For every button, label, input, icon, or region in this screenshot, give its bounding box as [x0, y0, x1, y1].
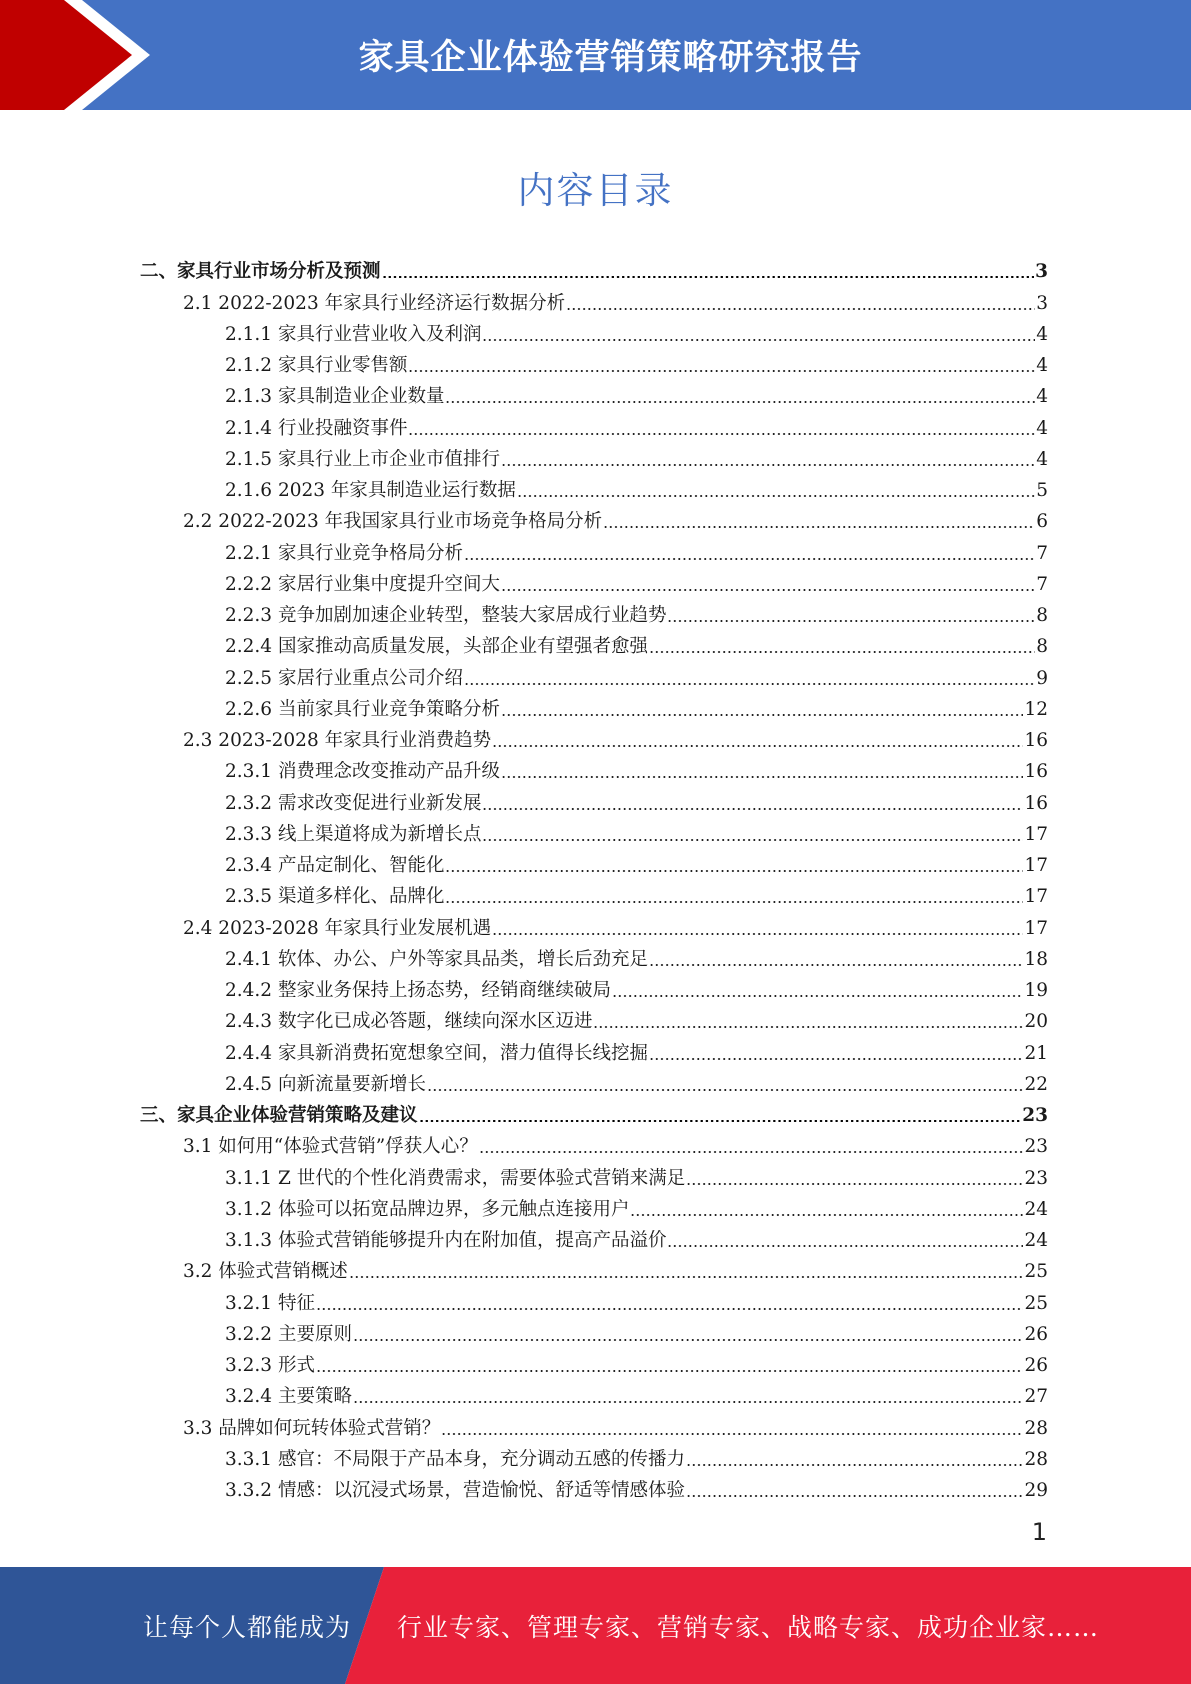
toc-entry-page: 23: [1022, 1105, 1048, 1126]
toc-entry-page: 23: [1024, 1136, 1048, 1158]
toc-entry-label: 2.4.3 数字化已成必答题，继续向深水区迈进: [225, 1011, 593, 1033]
toc-subsection-entry[interactable]: [140, 941, 1048, 972]
toc-entry-page: 19: [1024, 980, 1048, 1001]
toc-dot-leader: [649, 1047, 1023, 1061]
toc-section-entry[interactable]: [140, 503, 1048, 534]
toc-heading: 内容目录: [517, 169, 674, 212]
toc-entry-page: 23: [1024, 1167, 1048, 1189]
toc-dot-leader: [686, 1484, 1023, 1498]
toc-entry-page: 20: [1024, 1011, 1048, 1033]
toc-entry-page: 4: [1036, 417, 1048, 439]
toc-dot-leader: [445, 859, 1023, 873]
footer-slogan-left: 让每个人都能成为: [143, 1612, 352, 1642]
toc-subsection-entry[interactable]: [140, 1347, 1048, 1378]
toc-entry-label: 3.2.3 形式: [225, 1355, 315, 1376]
toc-dot-leader: [593, 1015, 1023, 1029]
toc-entry-label: 2.2.4 国家推动高质量发展，头部企业有望强者愈强: [225, 636, 648, 658]
toc-dot-leader: [492, 734, 1023, 748]
toc-dot-leader: [445, 890, 1023, 904]
toc-entry-label: 2.4.5 向新流量要新增长: [225, 1073, 426, 1095]
toc-entry-label: 2.1.1 家具行业营业收入及利润: [225, 323, 482, 345]
toc-dot-leader: [667, 609, 1035, 623]
toc-entry-page: 21: [1024, 1042, 1048, 1064]
toc-subsection-entry[interactable]: [140, 1222, 1048, 1253]
toc-dot-leader: [501, 578, 1035, 592]
toc-section-entry[interactable]: [140, 284, 1048, 315]
toc-subsection-entry[interactable]: [140, 566, 1048, 597]
toc-dot-leader: [349, 1265, 1024, 1279]
toc-subsection-entry[interactable]: [140, 784, 1048, 815]
toc-entry-label: 2.4.4 家具新消费拓宽想象空间，潜力值得长线挖掘: [225, 1042, 648, 1064]
toc-entry-page: 26: [1024, 1355, 1048, 1376]
page-number: 1: [1031, 1518, 1047, 1546]
toc-dot-leader: [479, 1140, 1024, 1154]
toc-entry-page: 8: [1036, 636, 1048, 658]
toc-entry-page: 16: [1024, 730, 1048, 751]
toc-subsection-entry[interactable]: [140, 847, 1048, 878]
toc-dot-leader: [382, 265, 1035, 279]
toc-subsection-entry[interactable]: [140, 316, 1048, 347]
toc-entry-label: 2.1.6 2023 年家具制造业运行数据: [225, 480, 516, 501]
toc-entry-label: 2.4.2 整家业务保持上扬态势，经销商继续破局: [225, 980, 611, 1001]
toc-entry-label: 3.3.2 情感：以沉浸式场景，营造愉悦、舒适等情感体验: [225, 1480, 685, 1501]
toc-subsection-entry[interactable]: [140, 1066, 1048, 1097]
toc-entry-label: 3.2.4 主要策略: [225, 1386, 352, 1408]
toc-entry-page: 17: [1024, 917, 1048, 939]
toc-dot-leader: [501, 765, 1023, 779]
toc-entry-page: 12: [1024, 698, 1048, 720]
toc-entry-label: 2.3.3 线上渠道将成为新增长点: [225, 823, 482, 845]
toc-subsection-entry[interactable]: [140, 1284, 1048, 1315]
toc-entry-page: 7: [1036, 573, 1048, 595]
toc-subsection-entry[interactable]: [140, 1034, 1048, 1065]
toc-subsection-entry[interactable]: [140, 878, 1048, 909]
toc-dot-leader: [464, 547, 1035, 561]
toc-subsection-entry[interactable]: [140, 628, 1048, 659]
toc-entry-label: 2.1.4 行业投融资事件: [225, 417, 408, 439]
toc-dot-leader: [464, 672, 1035, 686]
toc-dot-leader: [566, 297, 1035, 311]
toc-dot-leader: [501, 453, 1035, 467]
report-title: 家具企业体验营销策略研究报告: [358, 38, 863, 78]
toc-entry-page: 8: [1036, 605, 1048, 626]
toc-entry-label: 2.3 2023-2028 年家具行业消费趋势: [183, 730, 492, 751]
report-header: [0, 0, 1191, 110]
toc-dot-leader: [419, 1109, 1022, 1123]
toc-dot-leader: [603, 515, 1035, 529]
toc-entry-label: 2.3.2 需求改变促进行业新发展: [225, 792, 482, 814]
toc-entry-label: 三、家具企业体验营销策略及建议: [140, 1105, 418, 1126]
toc-entry-label: 2.2.1 家具行业竞争格局分析: [225, 542, 463, 564]
toc-entry-page: 17: [1024, 823, 1048, 845]
toc-entry-label: 2.2.6 当前家具行业竞争策略分析: [225, 698, 500, 720]
toc-entry-page: 17: [1024, 855, 1048, 876]
toc-entry-page: 5: [1036, 480, 1048, 501]
toc-subsection-entry[interactable]: [140, 534, 1048, 565]
toc-section-entry[interactable]: [140, 1128, 1048, 1159]
toc-dot-leader: [667, 1234, 1023, 1248]
toc-entry-page: 7: [1036, 542, 1048, 564]
toc-subsection-entry[interactable]: [140, 1472, 1048, 1503]
toc-section-entry[interactable]: [140, 1253, 1048, 1284]
toc-entry-page: 28: [1024, 1417, 1048, 1439]
toc-entry-label: 2.2 2022-2023 年我国家具行业市场竞争格局分析: [183, 511, 603, 533]
footer-slogan-right: 行业专家、管理专家、营销专家、战略专家、成功企业家……: [397, 1612, 1100, 1642]
toc-entry-label: 3.2 体验式营销概述: [183, 1261, 348, 1283]
toc-subsection-entry[interactable]: [140, 1191, 1048, 1222]
toc-entry-page: 3: [1035, 261, 1048, 283]
toc-entry-label: 2.4 2023-2028 年家具行业发展机遇: [183, 917, 492, 939]
toc-entry-page: 28: [1024, 1448, 1048, 1470]
toc-entry-page: 4: [1036, 448, 1048, 470]
toc-entry-label: 2.3.5 渠道多样化、品牌化: [225, 886, 445, 908]
toc-entry-label: 3.3.1 感官：不局限于产品本身，充分调动五感的传播力: [225, 1448, 685, 1470]
toc-dot-leader: [353, 1328, 1024, 1342]
toc-entry-label: 2.1.3 家具制造业企业数量: [225, 386, 445, 408]
toc-dot-leader: [649, 953, 1023, 967]
toc-entry-page: 22: [1024, 1073, 1048, 1095]
toc-entry-label: 3.3 品牌如何玩转体验式营销？: [183, 1417, 441, 1439]
toc-dot-leader: [686, 1453, 1023, 1467]
toc-dot-leader: [501, 703, 1023, 717]
toc-entry-page: 16: [1024, 761, 1048, 783]
toc-entry-label: 3.1 如何用“体验式营销”俘获人心？: [183, 1136, 478, 1158]
toc-entry-label: 2.4.1 软体、办公、户外等家具品类，增长后劲充足: [225, 948, 648, 970]
toc-subsection-entry[interactable]: [140, 472, 1048, 503]
toc-entry-label: 2.2.3 竞争加剧加速企业转型，整装大家居成行业趋势: [225, 605, 667, 626]
table-of-contents: [140, 253, 1048, 1503]
toc-dot-leader: [482, 797, 1023, 811]
toc-entry-page: 26: [1024, 1323, 1048, 1345]
toc-entry-page: 25: [1024, 1261, 1048, 1283]
toc-entry-label: 3.2.1 特征: [225, 1292, 315, 1314]
toc-entry-page: 29: [1024, 1480, 1048, 1501]
toc-entry-label: 2.1.2 家具行业零售额: [225, 355, 408, 376]
toc-dot-leader: [427, 1078, 1023, 1092]
toc-entry-page: 6: [1036, 511, 1048, 533]
toc-dot-leader: [445, 390, 1035, 404]
report-footer: [0, 1567, 1191, 1684]
toc-entry-label: 二、家具行业市场分析及预测: [140, 261, 381, 283]
toc-subsection-entry[interactable]: [140, 1003, 1048, 1034]
toc-dot-leader: [612, 984, 1023, 998]
toc-chapter-entry[interactable]: [140, 1097, 1048, 1128]
toc-subsection-entry[interactable]: [140, 659, 1048, 690]
toc-subsection-entry[interactable]: [140, 597, 1048, 628]
toc-subsection-entry[interactable]: [140, 409, 1048, 440]
toc-dot-leader: [517, 484, 1035, 498]
toc-dot-leader: [649, 640, 1035, 654]
toc-subsection-entry[interactable]: [140, 753, 1048, 784]
toc-dot-leader: [408, 359, 1035, 373]
toc-entry-page: 4: [1036, 323, 1048, 345]
toc-entry-label: 3.1.2 体验可以拓宽品牌边界，多元触点连接用户: [225, 1198, 630, 1220]
toc-entry-page: 16: [1024, 792, 1048, 814]
toc-dot-leader: [492, 922, 1023, 936]
toc-subsection-entry[interactable]: [140, 691, 1048, 722]
toc-entry-page: 27: [1024, 1386, 1048, 1408]
toc-dot-leader: [408, 422, 1035, 436]
toc-subsection-entry[interactable]: [140, 1159, 1048, 1190]
toc-entry-label: 3.1.3 体验式营销能够提升内在附加值，提高产品溢价: [225, 1230, 667, 1251]
toc-section-entry[interactable]: [140, 722, 1048, 753]
toc-entry-label: 3.1.1 Z 世代的个性化消费需求，需要体验式营销来满足: [225, 1167, 686, 1189]
toc-entry-page: 4: [1036, 355, 1048, 376]
toc-subsection-entry[interactable]: [140, 1316, 1048, 1347]
toc-dot-leader: [441, 1422, 1023, 1436]
toc-subsection-entry[interactable]: [140, 1378, 1048, 1409]
toc-dot-leader: [686, 1172, 1023, 1186]
toc-dot-leader: [353, 1390, 1024, 1404]
toc-dot-leader: [482, 328, 1035, 342]
toc-chapter-entry[interactable]: [140, 253, 1048, 284]
toc-entry-label: 3.2.2 主要原则: [225, 1323, 352, 1345]
toc-entry-page: 24: [1024, 1230, 1048, 1251]
toc-dot-leader: [630, 1203, 1023, 1217]
toc-entry-label: 2.2.2 家居行业集中度提升空间大: [225, 573, 500, 595]
toc-entry-label: 2.3.1 消费理念改变推动产品升级: [225, 761, 500, 783]
toc-entry-page: 3: [1036, 292, 1048, 314]
toc-section-entry[interactable]: [140, 1409, 1048, 1440]
toc-entry-page: 4: [1036, 386, 1048, 408]
toc-subsection-entry[interactable]: [140, 972, 1048, 1003]
toc-entry-page: 9: [1036, 667, 1048, 689]
toc-dot-leader: [482, 828, 1023, 842]
toc-section-entry[interactable]: [140, 909, 1048, 940]
toc-subsection-entry[interactable]: [140, 1441, 1048, 1472]
toc-subsection-entry[interactable]: [140, 347, 1048, 378]
toc-entry-label: 2.1.5 家具行业上市企业市值排行: [225, 448, 500, 470]
toc-subsection-entry[interactable]: [140, 378, 1048, 409]
toc-dot-leader: [316, 1359, 1024, 1373]
toc-entry-page: 24: [1024, 1198, 1048, 1220]
toc-entry-label: 2.2.5 家居行业重点公司介绍: [225, 667, 463, 689]
toc-entry-label: 2.1 2022-2023 年家具行业经济运行数据分析: [183, 292, 566, 314]
toc-subsection-entry[interactable]: [140, 441, 1048, 472]
toc-entry-label: 2.3.4 产品定制化、智能化: [225, 855, 445, 876]
toc-entry-page: 25: [1024, 1292, 1048, 1314]
toc-entry-page: 18: [1024, 948, 1048, 970]
toc-dot-leader: [316, 1297, 1024, 1311]
toc-entry-page: 17: [1024, 886, 1048, 908]
toc-subsection-entry[interactable]: [140, 816, 1048, 847]
